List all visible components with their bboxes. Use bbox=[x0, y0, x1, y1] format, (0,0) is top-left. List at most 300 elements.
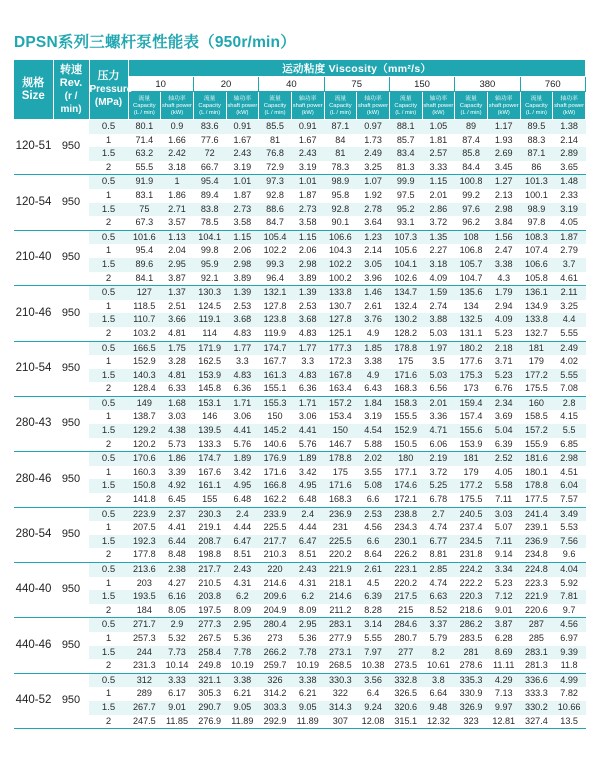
capacity-cell: 314.2 bbox=[259, 687, 292, 701]
capacity-cell: 167.8 bbox=[324, 369, 357, 383]
shaft-power-cell: 3.05 bbox=[357, 258, 390, 272]
capacity-cell: 287 bbox=[520, 618, 553, 632]
rev-cell: 950 bbox=[53, 563, 89, 618]
shaft-power-cell: 2.52 bbox=[487, 452, 520, 466]
shaft-power-cell: 4.83 bbox=[226, 327, 259, 341]
capacity-cell: 321.1 bbox=[193, 673, 226, 687]
capacity-cell: 157.2 bbox=[520, 424, 553, 438]
shaft-power-cell: 3.49 bbox=[553, 507, 586, 521]
table-row bbox=[14, 134, 586, 148]
shaft-power-cell: 5.76 bbox=[226, 438, 259, 452]
table-row bbox=[14, 452, 586, 466]
capacity-cell: 152.9 bbox=[389, 424, 422, 438]
capacity-cell: 87.1 bbox=[324, 120, 357, 134]
capacity-cell: 171.9 bbox=[193, 341, 226, 355]
capacity-cell: 237.4 bbox=[455, 521, 488, 535]
capacity-cell: 239.1 bbox=[520, 521, 553, 535]
table-row bbox=[14, 175, 586, 189]
rev-cell: 950 bbox=[53, 618, 89, 673]
capacity-cell: 107.4 bbox=[520, 244, 553, 258]
capacity-cell: 77.6 bbox=[193, 134, 226, 148]
pressure-cell: 2 bbox=[89, 604, 128, 618]
shaft-power-cell: 5.04 bbox=[487, 424, 520, 438]
shaft-power-cell: 1.27 bbox=[487, 175, 520, 189]
capacity-cell: 91.9 bbox=[128, 175, 161, 189]
shaft-power-cell: 2.71 bbox=[161, 203, 194, 217]
shaft-power-cell: 8.52 bbox=[422, 604, 455, 618]
shaft-power-cell: 2.69 bbox=[487, 147, 520, 161]
capacity-cell: 139.5 bbox=[193, 424, 226, 438]
capacity-cell: 330.3 bbox=[324, 673, 357, 687]
shaft-power-cell: 1.17 bbox=[487, 120, 520, 134]
capacity-header-line: Capacity bbox=[263, 102, 287, 109]
shaft-power-cell: 2.98 bbox=[291, 258, 324, 272]
capacity-cell: 281 bbox=[455, 646, 488, 660]
table-row bbox=[14, 590, 586, 604]
shaft-power-cell: 5.92 bbox=[553, 577, 586, 591]
shaft-power-header bbox=[422, 92, 455, 120]
model-cell: 440-40 bbox=[14, 563, 53, 618]
shaft-power-cell: 6.45 bbox=[161, 493, 194, 507]
table-row bbox=[14, 382, 586, 396]
shaft-power-cell: 2.57 bbox=[422, 147, 455, 161]
pressure-cell: 0.5 bbox=[89, 175, 128, 189]
table-row bbox=[14, 632, 586, 646]
shaft-power-header-line: 轴功率 bbox=[560, 95, 578, 102]
shaft-power-cell: 1.71 bbox=[291, 396, 324, 410]
capacity-cell: 155.3 bbox=[259, 396, 292, 410]
pressure-cell: 2 bbox=[89, 161, 128, 175]
shaft-power-cell: 3.39 bbox=[161, 466, 194, 480]
shaft-power-cell: 2.61 bbox=[357, 300, 390, 314]
shaft-power-cell: 1.48 bbox=[553, 175, 586, 189]
shaft-power-cell: 5.88 bbox=[357, 438, 390, 452]
capacity-cell: 223.1 bbox=[389, 563, 422, 577]
shaft-power-cell: 9.05 bbox=[226, 701, 259, 715]
shaft-power-cell: 1.05 bbox=[422, 120, 455, 134]
table-row bbox=[14, 438, 586, 452]
shaft-power-cell: 7.97 bbox=[357, 646, 390, 660]
shaft-power-cell: 2.02 bbox=[357, 452, 390, 466]
header-model bbox=[14, 60, 53, 120]
capacity-cell: 283.5 bbox=[455, 632, 488, 646]
shaft-power-cell: 3.65 bbox=[553, 161, 586, 175]
shaft-power-cell: 2.14 bbox=[553, 134, 586, 148]
shaft-power-header-line: (kW) bbox=[366, 109, 380, 116]
capacity-cell: 89.6 bbox=[128, 258, 161, 272]
rev-cell: 950 bbox=[53, 341, 89, 396]
shaft-power-cell: 2.4 bbox=[291, 507, 324, 521]
table-row bbox=[14, 327, 586, 341]
capacity-header-line: Capacity bbox=[459, 102, 483, 109]
shaft-power-cell: 5.23 bbox=[487, 369, 520, 383]
capacity-cell: 133.3 bbox=[193, 438, 226, 452]
capacity-cell: 177.2 bbox=[455, 479, 488, 493]
shaft-power-cell: 6.76 bbox=[487, 382, 520, 396]
shaft-power-cell: 6.77 bbox=[422, 535, 455, 549]
rev-cell: 950 bbox=[53, 673, 89, 728]
pressure-cell: 1.5 bbox=[89, 590, 128, 604]
shaft-power-cell: 1.77 bbox=[291, 341, 324, 355]
capacity-cell: 104.3 bbox=[324, 244, 357, 258]
shaft-power-cell: 2.95 bbox=[161, 258, 194, 272]
capacity-cell: 132.5 bbox=[455, 313, 488, 327]
shaft-power-cell: 6.63 bbox=[422, 590, 455, 604]
pressure-cell: 0.5 bbox=[89, 286, 128, 300]
model-cell: 210-40 bbox=[14, 230, 53, 285]
capacity-cell: 207.5 bbox=[128, 521, 161, 535]
shaft-power-cell: 3.38 bbox=[357, 355, 390, 369]
capacity-cell: 120.2 bbox=[128, 438, 161, 452]
capacity-cell: 236.9 bbox=[520, 535, 553, 549]
shaft-power-cell: 3.38 bbox=[226, 673, 259, 687]
shaft-power-cell: 8.2 bbox=[422, 646, 455, 660]
shaft-power-cell: 3.68 bbox=[291, 313, 324, 327]
shaft-power-cell: 4.81 bbox=[161, 369, 194, 383]
shaft-power-cell: 10.61 bbox=[422, 659, 455, 673]
shaft-power-header-line: shaft power bbox=[162, 102, 192, 109]
capacity-cell: 220.2 bbox=[389, 577, 422, 591]
shaft-power-cell: 1.59 bbox=[422, 286, 455, 300]
shaft-power-cell: 3.34 bbox=[487, 563, 520, 577]
shaft-power-cell: 7.81 bbox=[553, 590, 586, 604]
shaft-power-header-line: (kW) bbox=[170, 109, 184, 116]
capacity-cell: 230.3 bbox=[193, 507, 226, 521]
capacity-cell: 131.1 bbox=[455, 327, 488, 341]
capacity-cell: 135.6 bbox=[455, 286, 488, 300]
pressure-cell: 1 bbox=[89, 687, 128, 701]
shaft-power-cell: 4.09 bbox=[487, 313, 520, 327]
shaft-power-cell: 4.9 bbox=[357, 327, 390, 341]
shaft-power-cell: 8.51 bbox=[291, 548, 324, 562]
table-row bbox=[14, 659, 586, 673]
capacity-cell: 103.2 bbox=[128, 327, 161, 341]
capacity-header-line: (L / min) bbox=[199, 109, 221, 116]
pressure-cell: 1.5 bbox=[89, 424, 128, 438]
header-pressure bbox=[89, 60, 133, 120]
shaft-power-cell: 2.37 bbox=[161, 507, 194, 521]
capacity-cell: 312 bbox=[128, 673, 161, 687]
capacity-cell: 221.9 bbox=[324, 563, 357, 577]
header-model-en: Size bbox=[21, 89, 45, 102]
capacity-cell: 128.2 bbox=[389, 327, 422, 341]
shaft-power-cell: 2.14 bbox=[357, 244, 390, 258]
capacity-cell: 273.1 bbox=[324, 646, 357, 660]
capacity-cell: 315.1 bbox=[389, 715, 422, 729]
capacity-cell: 101.3 bbox=[520, 175, 553, 189]
viscosity-value: 10 bbox=[128, 77, 193, 92]
capacity-cell: 83.6 bbox=[193, 120, 226, 134]
shaft-power-cell: 4.81 bbox=[161, 327, 194, 341]
capacity-cell: 98.9 bbox=[324, 175, 357, 189]
capacity-cell: 244 bbox=[128, 646, 161, 660]
capacity-cell: 215 bbox=[389, 604, 422, 618]
shaft-power-cell: 4.83 bbox=[291, 369, 324, 383]
capacity-cell: 220.3 bbox=[455, 590, 488, 604]
shaft-power-cell: 5.08 bbox=[357, 479, 390, 493]
shaft-power-cell: 7.08 bbox=[553, 382, 586, 396]
shaft-power-cell: 1.79 bbox=[487, 286, 520, 300]
shaft-power-cell: 6.78 bbox=[422, 493, 455, 507]
shaft-power-cell: 3.72 bbox=[422, 466, 455, 480]
shaft-power-cell: 4.02 bbox=[553, 355, 586, 369]
shaft-power-cell: 5.32 bbox=[161, 632, 194, 646]
capacity-cell: 230.1 bbox=[389, 535, 422, 549]
shaft-power-cell: 6.17 bbox=[161, 687, 194, 701]
shaft-power-cell: 2.33 bbox=[553, 189, 586, 203]
shaft-power-cell: 3.57 bbox=[161, 216, 194, 230]
capacity-cell: 336.6 bbox=[520, 673, 553, 687]
shaft-power-cell: 5.79 bbox=[422, 632, 455, 646]
shaft-power-cell: 6.2 bbox=[291, 590, 324, 604]
capacity-cell: 83.1 bbox=[128, 189, 161, 203]
capacity-cell: 106.6 bbox=[324, 230, 357, 244]
shaft-power-cell: 4.54 bbox=[357, 424, 390, 438]
capacity-cell: 107.3 bbox=[389, 230, 422, 244]
capacity-cell: 101.6 bbox=[128, 230, 161, 244]
capacity-header-line: Capacity bbox=[525, 102, 548, 109]
shaft-power-cell: 2.49 bbox=[357, 147, 390, 161]
capacity-cell: 172.1 bbox=[389, 493, 422, 507]
shaft-power-header bbox=[553, 92, 586, 120]
capacity-cell: 222.2 bbox=[455, 577, 488, 591]
capacity-cell: 98.9 bbox=[520, 203, 553, 217]
shaft-power-cell: 2.11 bbox=[553, 286, 586, 300]
capacity-cell: 153.4 bbox=[324, 410, 357, 424]
shaft-power-cell: 1.13 bbox=[161, 230, 194, 244]
pressure-cell: 0.5 bbox=[89, 396, 128, 410]
capacity-cell: 134.9 bbox=[520, 300, 553, 314]
capacity-cell: 168.3 bbox=[389, 382, 422, 396]
shaft-power-cell: 10.19 bbox=[291, 659, 324, 673]
shaft-power-cell: 9.01 bbox=[161, 701, 194, 715]
table-row bbox=[14, 161, 586, 175]
shaft-power-cell: 1.67 bbox=[226, 134, 259, 148]
page-title: DPSN系列三螺杆泵性能表（950r/min） bbox=[14, 34, 296, 51]
capacity-cell: 273 bbox=[259, 632, 292, 646]
shaft-power-cell: 4.15 bbox=[553, 410, 586, 424]
capacity-cell: 214.6 bbox=[259, 577, 292, 591]
shaft-power-cell: 7.11 bbox=[487, 493, 520, 507]
capacity-cell: 177.2 bbox=[520, 369, 553, 383]
shaft-power-cell: 3.19 bbox=[291, 161, 324, 175]
pressure-cell: 2 bbox=[89, 438, 128, 452]
shaft-power-cell: 3.68 bbox=[226, 313, 259, 327]
capacity-cell: 95.9 bbox=[193, 258, 226, 272]
shaft-power-cell: 1.01 bbox=[226, 175, 259, 189]
capacity-cell: 218.6 bbox=[455, 604, 488, 618]
capacity-cell: 283.1 bbox=[520, 646, 553, 660]
shaft-power-cell: 3.89 bbox=[291, 272, 324, 286]
capacity-cell: 92.8 bbox=[259, 189, 292, 203]
shaft-power-cell: 6.43 bbox=[357, 382, 390, 396]
shaft-power-cell: 6.16 bbox=[161, 590, 194, 604]
capacity-cell: 85.7 bbox=[389, 134, 422, 148]
capacity-cell: 268.5 bbox=[324, 659, 357, 673]
capacity-cell: 173 bbox=[455, 382, 488, 396]
capacity-cell: 78.5 bbox=[193, 216, 226, 230]
shaft-power-header-line: 轴功率 bbox=[495, 95, 513, 102]
capacity-cell: 99.3 bbox=[259, 258, 292, 272]
capacity-cell: 305.3 bbox=[193, 687, 226, 701]
shaft-power-cell: 9.14 bbox=[487, 548, 520, 562]
shaft-power-header-line: (kW) bbox=[301, 109, 314, 116]
model-cell: 120-51 bbox=[14, 120, 53, 175]
shaft-power-cell: 4.95 bbox=[291, 479, 324, 493]
capacity-cell: 314.3 bbox=[324, 701, 357, 715]
capacity-cell: 102.2 bbox=[259, 244, 292, 258]
capacity-cell: 277 bbox=[389, 646, 422, 660]
shaft-power-cell: 6.47 bbox=[226, 535, 259, 549]
capacity-header-line: (L / min) bbox=[395, 109, 417, 116]
table-row bbox=[14, 604, 586, 618]
capacity-cell: 155.5 bbox=[389, 410, 422, 424]
capacity-header-line: (L / min) bbox=[460, 109, 482, 116]
shaft-power-cell: 1.46 bbox=[357, 286, 390, 300]
shaft-power-cell: 3.87 bbox=[161, 272, 194, 286]
capacity-cell: 286.2 bbox=[455, 618, 488, 632]
capacity-cell: 104.1 bbox=[193, 230, 226, 244]
capacity-cell: 220.2 bbox=[324, 548, 357, 562]
shaft-power-cell: 3.5 bbox=[422, 355, 455, 369]
shaft-power-cell: 4.04 bbox=[553, 563, 586, 577]
header-rev bbox=[53, 60, 89, 120]
capacity-cell: 84 bbox=[324, 134, 357, 148]
capacity-cell: 125.1 bbox=[324, 327, 357, 341]
capacity-cell: 96.4 bbox=[259, 272, 292, 286]
capacity-cell: 181 bbox=[520, 341, 553, 355]
shaft-power-cell: 1.75 bbox=[161, 341, 194, 355]
capacity-cell: 71.4 bbox=[128, 134, 161, 148]
shaft-power-cell: 3.69 bbox=[487, 410, 520, 424]
shaft-power-cell: 6.6 bbox=[357, 535, 390, 549]
capacity-cell: 128.4 bbox=[128, 382, 161, 396]
capacity-cell: 80.1 bbox=[128, 120, 161, 134]
viscosity-value: 20 bbox=[193, 77, 258, 92]
capacity-cell: 193.5 bbox=[128, 590, 161, 604]
shaft-power-cell: 3.42 bbox=[226, 466, 259, 480]
shaft-power-cell: 4.09 bbox=[422, 272, 455, 286]
capacity-cell: 155.6 bbox=[455, 424, 488, 438]
shaft-power-header bbox=[226, 92, 259, 120]
capacity-cell: 271.7 bbox=[128, 618, 161, 632]
shaft-power-header bbox=[161, 92, 194, 120]
shaft-power-header-line: shaft power bbox=[227, 102, 258, 109]
model-cell: 280-54 bbox=[14, 507, 53, 562]
capacity-cell: 124.5 bbox=[193, 300, 226, 314]
rev-cell: 950 bbox=[53, 396, 89, 451]
capacity-cell: 89 bbox=[455, 120, 488, 134]
shaft-power-cell: 2.43 bbox=[226, 563, 259, 577]
pressure-cell: 0.5 bbox=[89, 673, 128, 687]
capacity-cell: 181 bbox=[455, 452, 488, 466]
capacity-cell: 175.5 bbox=[520, 382, 553, 396]
shaft-power-cell: 1.01 bbox=[291, 175, 324, 189]
capacity-cell: 108.3 bbox=[520, 230, 553, 244]
shaft-power-cell: 0.91 bbox=[291, 120, 324, 134]
capacity-cell: 138.7 bbox=[128, 410, 161, 424]
header-rev-cn: 转速 bbox=[60, 63, 82, 76]
pressure-cell: 1.5 bbox=[89, 258, 128, 272]
capacity-cell: 211.2 bbox=[324, 604, 357, 618]
model-cell: 280-46 bbox=[14, 452, 53, 507]
shaft-power-cell: 3.14 bbox=[357, 618, 390, 632]
pressure-cell: 0.5 bbox=[89, 230, 128, 244]
shaft-power-cell: 7.11 bbox=[487, 535, 520, 549]
capacity-cell: 96.2 bbox=[455, 216, 488, 230]
shaft-power-cell: 1.39 bbox=[291, 286, 324, 300]
shaft-power-cell: 1.56 bbox=[487, 230, 520, 244]
pressure-cell: 2 bbox=[89, 715, 128, 729]
shaft-power-cell: 2.98 bbox=[553, 452, 586, 466]
capacity-cell: 66.7 bbox=[193, 161, 226, 175]
viscosity-value: 150 bbox=[389, 77, 454, 92]
shaft-power-cell: 2.01 bbox=[422, 396, 455, 410]
pressure-cell: 1.5 bbox=[89, 203, 128, 217]
shaft-power-cell: 2.4 bbox=[226, 507, 259, 521]
shaft-power-header-line: (kW) bbox=[432, 109, 445, 116]
table-row bbox=[14, 410, 586, 424]
shaft-power-cell: 6.36 bbox=[226, 382, 259, 396]
capacity-cell: 88.6 bbox=[259, 203, 292, 217]
capacity-cell: 178.8 bbox=[520, 479, 553, 493]
capacity-cell: 166.5 bbox=[128, 341, 161, 355]
shaft-power-header-line: 轴功率 bbox=[233, 95, 252, 102]
shaft-power-cell: 3.58 bbox=[226, 216, 259, 230]
table-row bbox=[14, 535, 586, 549]
shaft-power-cell: 1.38 bbox=[553, 120, 586, 134]
capacity-cell: 155 bbox=[193, 493, 226, 507]
capacity-cell: 102.2 bbox=[324, 258, 357, 272]
capacity-cell: 72.9 bbox=[259, 161, 292, 175]
shaft-power-cell: 2.89 bbox=[553, 147, 586, 161]
capacity-cell: 170.6 bbox=[128, 452, 161, 466]
capacity-cell: 105.8 bbox=[520, 272, 553, 286]
shaft-power-cell: 2.01 bbox=[422, 189, 455, 203]
capacity-cell: 130.3 bbox=[193, 286, 226, 300]
shaft-power-cell: 2.51 bbox=[161, 300, 194, 314]
capacity-cell: 231 bbox=[324, 521, 357, 535]
capacity-cell: 150.8 bbox=[128, 479, 161, 493]
shaft-power-cell: 2.7 bbox=[422, 507, 455, 521]
capacity-cell: 327.4 bbox=[520, 715, 553, 729]
capacity-cell: 171.6 bbox=[259, 466, 292, 480]
shaft-power-cell: 6.39 bbox=[357, 590, 390, 604]
capacity-cell: 97.6 bbox=[455, 203, 488, 217]
capacity-cell: 175 bbox=[389, 355, 422, 369]
shaft-power-cell: 4.4 bbox=[553, 313, 586, 327]
capacity-cell: 100.2 bbox=[324, 272, 357, 286]
capacity-cell: 177.3 bbox=[324, 341, 357, 355]
shaft-power-cell: 2.85 bbox=[422, 563, 455, 577]
shaft-power-cell: 1.35 bbox=[422, 230, 455, 244]
capacity-cell: 95.4 bbox=[128, 244, 161, 258]
capacity-header bbox=[259, 92, 292, 120]
header-pressure-unit: (MPa) bbox=[94, 97, 123, 108]
capacity-header-line: 流量 bbox=[138, 95, 151, 102]
capacity-cell: 63.2 bbox=[128, 147, 161, 161]
shaft-power-cell: 3.33 bbox=[422, 161, 455, 175]
capacity-cell: 146 bbox=[193, 410, 226, 424]
capacity-cell: 150 bbox=[324, 424, 357, 438]
shaft-power-cell: 3.58 bbox=[291, 216, 324, 230]
pressure-cell: 1.5 bbox=[89, 147, 128, 161]
capacity-header-line: 流量 bbox=[269, 95, 281, 102]
table-row bbox=[14, 286, 586, 300]
table-row bbox=[14, 479, 586, 493]
capacity-cell: 136.1 bbox=[520, 286, 553, 300]
shaft-power-cell: 2.95 bbox=[226, 618, 259, 632]
